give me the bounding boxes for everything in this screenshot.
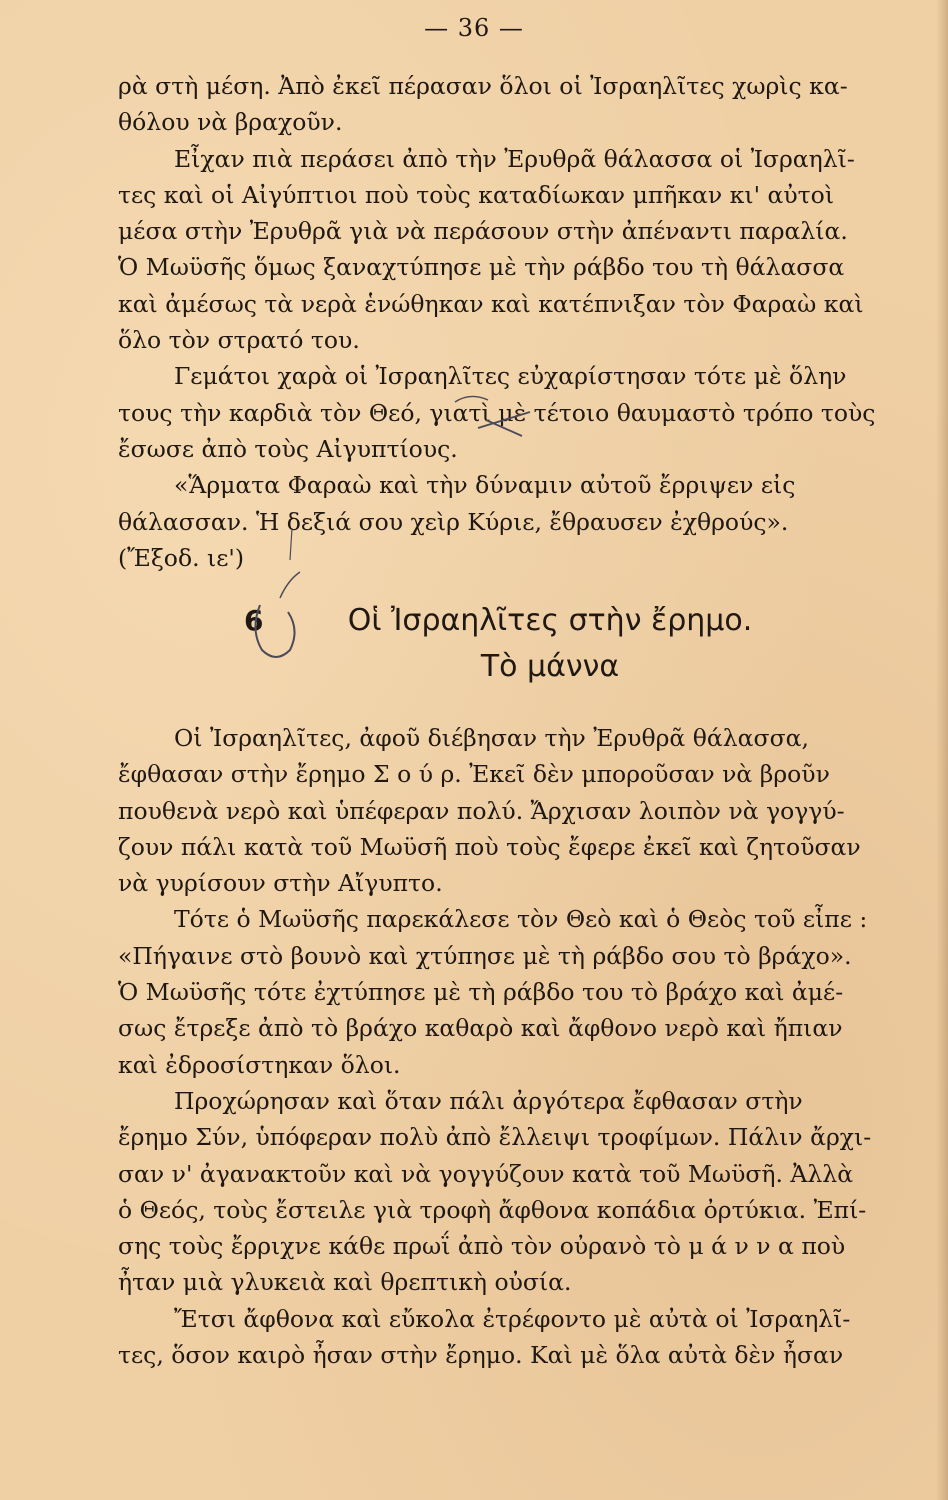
text-line: θάλασσαν. Ἡ δεξιά σου χεὶρ Κύριε, ἔθραυσεν ἐχθρούς». [118,507,789,536]
text-line: ὁ Θεός, τοὺς ἔστειλε γιὰ τροφὴ ἄφθονα κοπάδια ὀρτύκια. Ἐπί- [118,1195,867,1224]
text-line: τες καὶ οἱ Αἰγύπτιοι ποὺ τοὺς καταδίωκαν μπῆκαν κι' αὐτοὶ [118,180,835,209]
paragraph-feeding [118,1301,940,1374]
text-line: ἔσωσε ἀπὸ τοὺς Αἰγυπτίους. [118,434,458,463]
text-line: ἔρημο Σύν, ὑπόφεραν πολὺ ἀπὸ ἔλλειψι τροφίμων. Πάλιν ἄρχι- [118,1123,872,1152]
text-line: Εἶχαν πιὰ περάσει ἀπὸ τὴν Ἐρυθρᾶ θάλασσα οἱ Ἰσραηλῖ- [174,144,855,173]
text-line: Προχώρησαν καὶ ὅταν πάλι ἀργότερα ἔφθασαν στὴν [174,1086,803,1115]
text-line: Τότε ὁ Μωϋσῆς παρεκάλεσε τὸν Θεὸ καὶ ὁ Θεὸς τοῦ εἶπε : [174,905,868,934]
text-line: ρὰ στὴ μέση. Ἀπὸ ἐκεῖ πέρασαν ὅλοι οἱ Ἰσραηλῖτες χωρὶς κα- [118,72,848,100]
text-line: σαν ν' ἀγανακτοῦν καὶ νὰ γογγύζουν κατὰ τοῦ Μωϋσῆ. Ἀλλὰ [118,1159,854,1188]
top-text-block [118,68,940,576]
page-number: — 36 — [424,14,524,42]
page-edge-shadow [936,0,948,1500]
text-line: τους τὴν καρδιὰ τὸν Θεό, γιατὶ μὲ τέτοιο θαυμαστὸ τρόπο τοὺς [118,398,876,427]
paragraph-crossing [118,141,940,359]
text-line: Οἱ Ἰσραηλῖτες, ἀφοῦ διέβησαν τὴν Ἐρυθρᾶ θάλασσα, [174,724,809,752]
bottom-text-block [118,720,940,1373]
text-line: ἦταν μιὰ γλυκειὰ καὶ θρεπτικὴ οὐσία. [118,1268,572,1297]
paragraph-rock [118,901,940,1082]
text-line: καὶ ἐδροσίστηκαν ὅλοι. [118,1050,401,1079]
text-line: θόλου νὰ βραχοῦν. [118,108,343,137]
text-line: μέσα στὴν Ἐρυθρᾶ γιὰ νὰ περάσουν στὴν ἀπέναντι παραλία. [118,217,848,246]
text-line: καὶ ἀμέσως τὰ νερὰ ἑνώθηκαν καὶ κατέπνιξαν τὸν Φαραὼ καὶ [118,289,864,318]
paragraph-manna [118,1083,940,1301]
paragraph-desert [118,720,940,901]
text-line: «Ἅρματα Φαραὼ καὶ τὴν δύναμιν αὐτοῦ ἔρριψεν εἰς [174,471,796,500]
text-line: σως ἔτρεξε ἀπὸ τὸ βράχο καθαρὸ καὶ ἄφθονο νερὸ καὶ ἤπιαν [118,1014,843,1043]
heading-line-1: Οἱ Ἰσραηλῖτες στὴν ἔρημο. [347,603,753,638]
text-line: νὰ γυρίσουν στὴν Αἴγυπτο. [118,869,443,898]
section-number: 6 [244,604,264,637]
text-line: (Ἔξοδ. ιε') [118,543,245,572]
paragraph-thanks [118,358,940,467]
text-line: ἔφθασαν στὴν ἔρημο Σ ο ύ ρ. Ἐκεῖ δὲν μποροῦσαν νὰ βροῦν [118,760,830,789]
text-line: ζουν πάλι κατὰ τοῦ Μωϋσῆ ποὺ τοὺς ἔφερε ἐκεῖ καὶ ζητοῦσαν [118,832,861,861]
text-line: Γεμάτοι χαρὰ οἱ Ἰσραηλῖτες εὐχαρίστησαν τότε μὲ ὅλην [174,362,847,391]
scripture-quote [118,467,940,576]
text-line: πουθενὰ νερὸ καὶ ὑπέφεραν πολύ. Ἄρχισαν λοιπὸν νὰ γογγύ- [118,796,845,825]
section-heading [240,598,860,690]
text-line: σης τοὺς ἔρριχνε κάθε πρωΐ ἀπὸ τὸν οὐρανὸ τὸ μ ά ν ν α ποὺ [118,1232,846,1261]
text-line: Ἔτσι ἄφθονα καὶ εὔκολα ἐτρέφοντο μὲ αὐτὰ οἱ Ἰσραηλῖ- [174,1304,851,1333]
text-line: ὅλο τὸν στρατό του. [118,326,360,355]
heading-line-2: Τὸ μάννα [480,649,620,684]
text-line: «Πήγαινε στὸ βουνὸ καὶ χτύπησε μὲ τὴ ράβδο σου τὸ βράχο». [118,941,852,970]
text-line: Ὁ Μωϋσῆς ὅμως ξαναχτύπησε μὲ τὴν ράβδο του τὴ θάλασσα [118,253,845,282]
text-line: τες, ὅσον καιρὸ ἦσαν στὴν ἔρημο. Καὶ μὲ ὅλα αὐτὰ δὲν ἦσαν [118,1341,844,1370]
text-line: Ὁ Μωϋσῆς τότε ἐχτύπησε μὲ τὴ ράβδο του τὸ βράχο καὶ ἀμέ- [118,978,844,1007]
paragraph-continued [118,68,940,141]
